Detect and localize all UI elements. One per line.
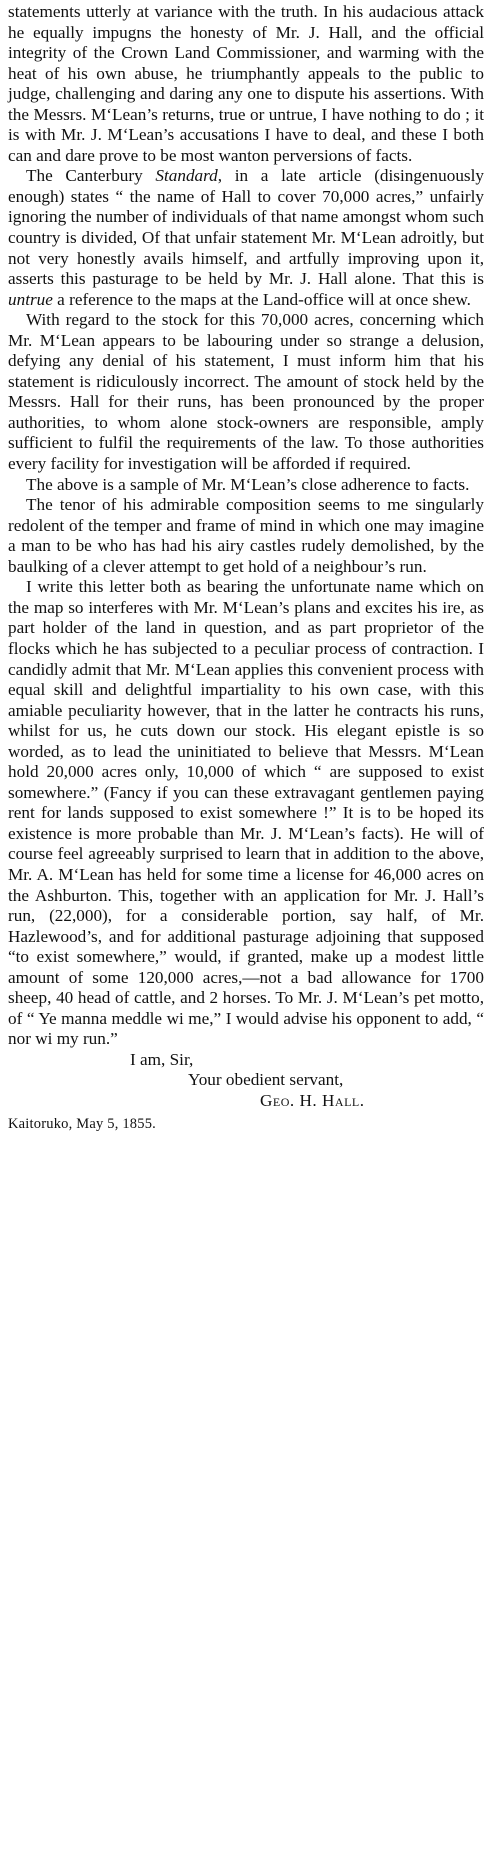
letter-dateline: Kaitoruko, May 5, 1855. <box>8 1115 156 1132</box>
letter-paragraph <box>8 475 484 496</box>
letter-valediction: Your obedient servant, <box>188 1070 344 1090</box>
letter-paragraph <box>8 495 484 577</box>
letter-signature: Geo. H. Hall. <box>260 1090 365 1110</box>
paragraph-text: The tenor of his admirable composition seems to me singularly redolent of the temper and frame of mind in which one may imagine a man to be who has had his airy castles rudely demolished, by the baulking of a clever attempt to get hold of a neighbour’s run. <box>8 495 484 576</box>
paragraph-text: I write this letter both as bearing the unfortunate name which on the map so interferes with Mr. M‘Lean’s plans and excites his ire, as part holder of the land in question, and as part proprietor of the flocks which he has subjected to a peculiar process of contraction. I candidly admit that Mr. M‘Lean applies this convenient process with equal skill and delightful impartiality to his own case, with this amiable peculiarity however, that in the latter he contracts his runs, whilst for us, he cuts down our stock. His elegant epistle is so worded, as to lead the uninitiated to believe that Messrs. M‘Lean hold 20,000 acres only, 10,000 of which “ are supposed to exist somewhere.” (Fancy if you can these extravagant gentlemen paying rent for lands supposed to exist somewhere !” It is to be hoped its existence is more probable than Mr. J. M‘Lean’s facts). He will of course feel agreeably surprised to learn that in addition to the above, Mr. A. M‘Lean has held for some time a license for 46,000 acres on the Ashburton. This, together with an application for Mr. J. Hall’s run, (22,000), for a considerable portion, say half, of Mr. Hazlewood’s, and for additional pasturage adjoining that supposed “to exist somewhere,” would, if granted, make up a modest little amount of some 120,000 acres,—not a bad allowance for 1700 sheep, 40 head of cattle, and 2 horses. To Mr. J. M‘Lean’s pet motto, of “ Ye manna meddle wi me,” I would advise his opponent to add, “ nor wi my run.” <box>8 577 484 1049</box>
letter-paragraph <box>8 166 484 310</box>
paragraph-text: With regard to the stock for this 70,000 acres, concerning which Mr. M‘Lean appears to be labouring under so strange a delusion, defying any denial of his statement, I must inform him that his statement is ridiculously incorrect. The amount of stock held by the Messrs. Hall for their runs, has been pronounced by the proper authorities, to whom alone stock-owners are responsible, amply sufficient to fulfil the requirements of the law. To those authorities every facility for investigation will be afforded if required. <box>8 310 484 474</box>
italic-text: untrue <box>8 289 53 309</box>
paragraph-text: , in a late article (disingenuously enough) states “ the name of Hall to cover 70,000 acres,” unfairly ignoring the number of individuals of that name amongst whom such country is divided, Of that unfair statement Mr. M‘Lean adroitly, but not very honestly avails himself, and artfully improving upon it, asserts this pasturage to be held by Mr. J. Hall alone. That this is <box>8 166 484 289</box>
paragraph-text: The Canterbury <box>26 166 156 186</box>
letter-closing: I am, Sir, <box>130 1049 194 1069</box>
letter-paragraph <box>8 577 484 1050</box>
italic-text: Standard <box>155 166 218 186</box>
letter-body <box>8 2 484 1050</box>
letter-paragraph <box>8 310 484 474</box>
paragraph-text: a reference to the maps at the Land-office will at once shew. <box>52 289 471 309</box>
paragraph-text: statements utterly at variance with the truth. In his audacious attack he equally impugns the honesty of Mr. J. Hall, and the official integrity of the Crown Land Commissioner, and warming with the heat of his own abuse, he triumphantly appeals to the public to judge, challenging and daring any one to dispute his assertions. With the Messrs. M‘Lean’s returns, true or untrue, I have nothing to do ; it is with Mr. J. M‘Lean’s accusations I have to deal, and these I both can and dare prove to be most wanton perversions of facts. <box>8 2 484 165</box>
paragraph-text: The above is a sample of Mr. M‘Lean’s close adherence to facts. <box>26 474 470 494</box>
letter-paragraph <box>8 2 484 166</box>
